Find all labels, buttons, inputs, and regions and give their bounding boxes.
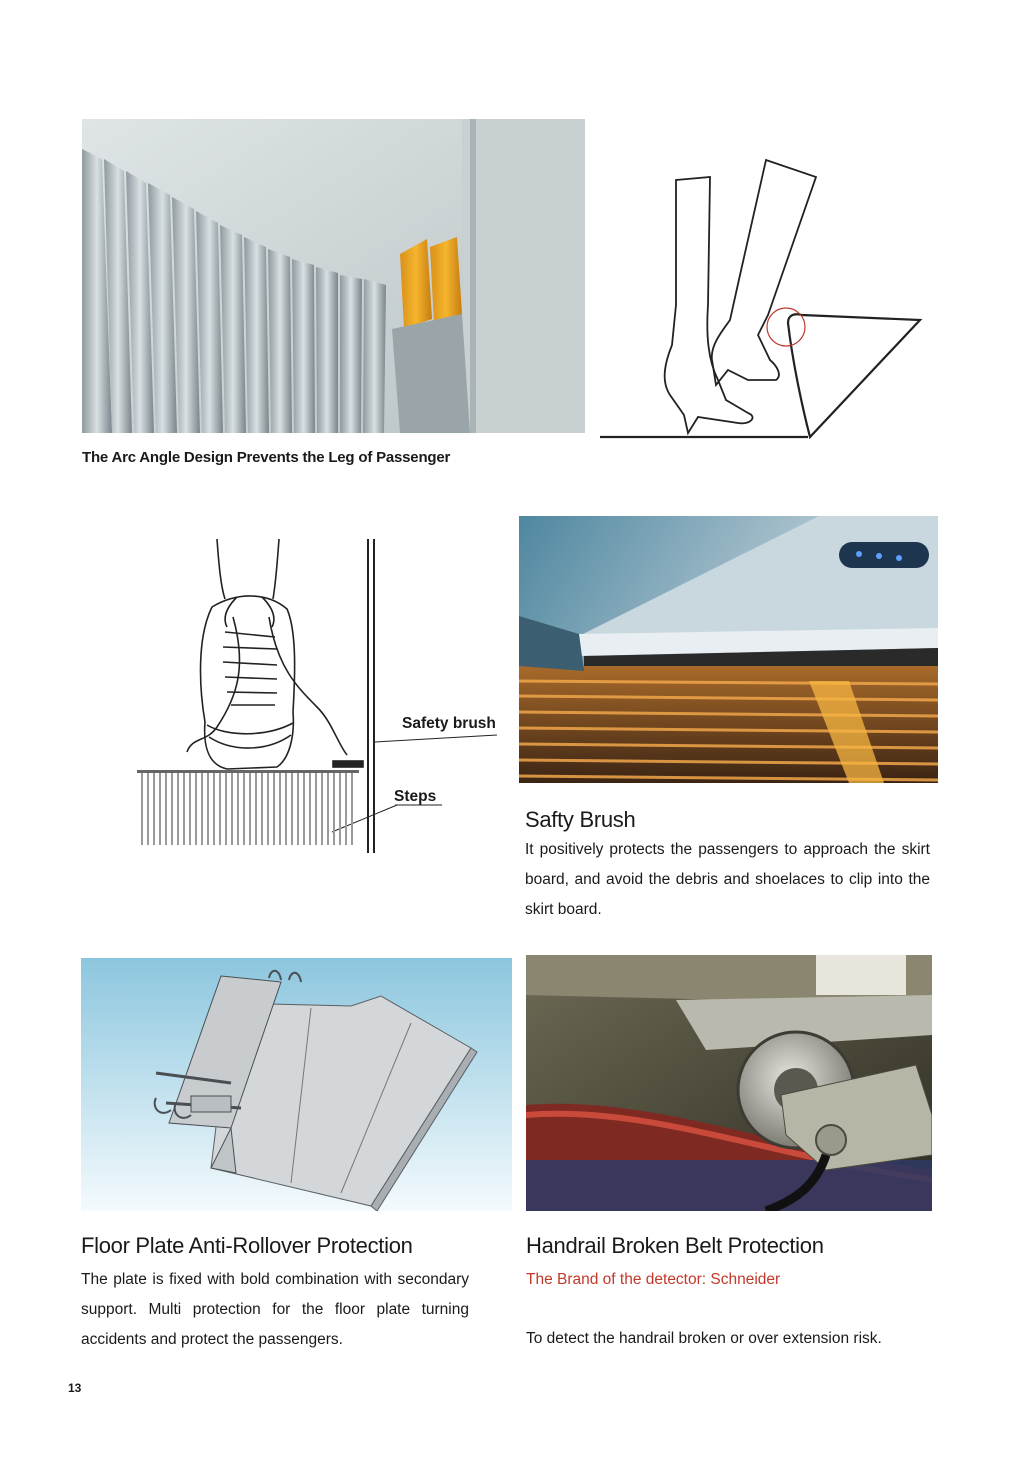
page-number: 13	[68, 1381, 82, 1395]
shoe-brush-drawing	[137, 537, 499, 857]
steps-label: Steps	[394, 788, 437, 805]
handrail-title: Handrail Broken Belt Protection	[526, 1233, 824, 1258]
step-closeup-photo	[82, 119, 585, 433]
arc-design-caption: The Arc Angle Design Prevents the Leg of Passenger	[82, 449, 451, 466]
floor-plate-title: Floor Plate Anti-Rollover Protection	[81, 1233, 413, 1258]
safety-brush-title: Safty Brush	[525, 807, 636, 832]
safety-brush-label: Safety brush	[402, 715, 496, 732]
floor-plate-text: The plate is fixed with bold combination with secondary support. Multi protection for the floor plate turning accidents and protect the passengers.	[81, 1271, 469, 1348]
handrail-detector-photo	[526, 955, 932, 1211]
safety-brush-text: It positively protects the passengers to approach the skirt board, and avoid the debris and shoelaces to clip into the skirt board.	[525, 841, 930, 918]
leg-arc-drawing	[598, 155, 928, 440]
detector-brand: The Brand of the detector: Schneider	[526, 1271, 781, 1288]
floor-plate-render	[81, 958, 512, 1211]
safety-brush-photo	[519, 516, 938, 783]
handrail-text: To detect the handrail broken or over extension risk.	[526, 1330, 882, 1347]
